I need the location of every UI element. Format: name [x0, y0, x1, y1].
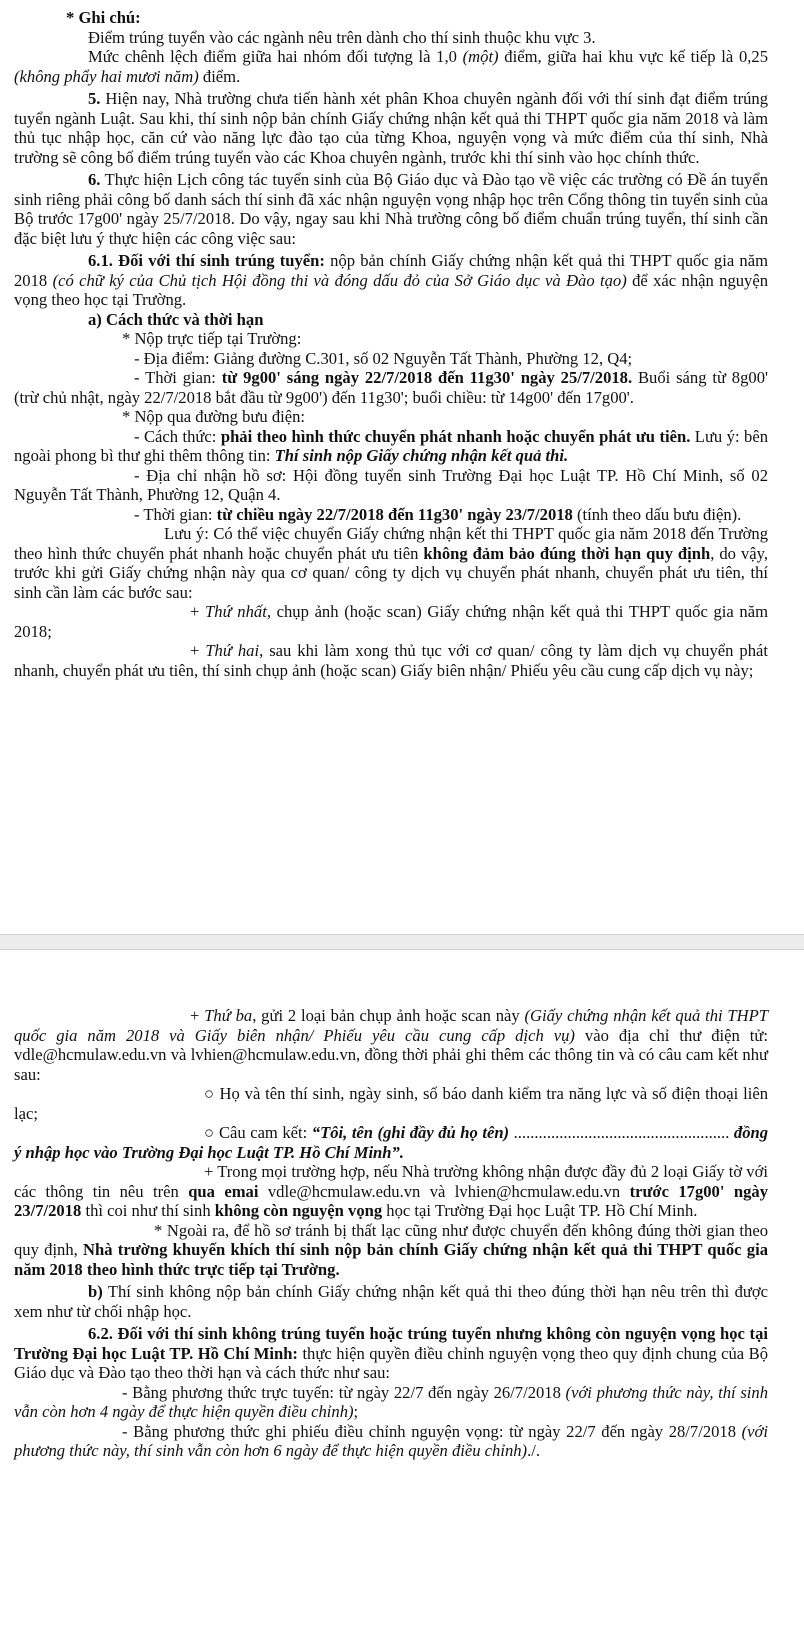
page-break-divider: [0, 934, 804, 950]
intro-paragraph-1: Điểm trúng tuyển vào các ngành nêu trên dành cho thí sinh thuộc khu vực 3.: [88, 27, 596, 47]
paragraph-6: 6. Thực hiện Lịch công tác tuyển sinh của Bộ Giáo dục và Đào tạo về việc các trường có Đề án tuyển sinh riêng phải công bố danh sách thí sinh đã xác nhận nguyện vọng nhập học trên Cổng thông tin tuyển sinh của Bộ trước 17g00' ngày 25/7/2018. Do vậy, ngay sau khi Nhà trường công bố điểm chuẩn trúng tuyển, thí sinh cần đặc biệt lưu ý thực hiện các công việc sau:: [14, 170, 768, 248]
step-second: + Thứ hai, sau khi làm xong thủ tục với cơ quan/ công ty làm dịch vụ chuyển phát nhanh, chuyển phát ưu tiên, thí sinh chụp ảnh (hoặc scan) Giấy biên nhận/ Phiếu yêu cầu cung cấp dịch vụ này;: [14, 641, 768, 680]
any-case-paragraph: + Trong mọi trường hợp, nếu Nhà trường không nhận được đầy đủ 2 loại Giấy tờ với các thông tin nêu trên qua emai vdle@hcmulaw.edu.vn và lvhien@hcmulaw.edu.vn trước 17g00' ngày 23/7/2018 thì coi như thí sinh không còn nguyện vọng học tại Trường Đại học Luật TP. Hồ Chí Minh.: [14, 1162, 768, 1220]
postal-submission-method: - Cách thức: phải theo hình thức chuyển phát nhanh hoặc chuyển phát ưu tiên. Lưu ý: bên ngoài phong bì thư ghi thêm thông tin: Thí sinh nộp Giấy chứng nhận kết quả thi.: [14, 426, 768, 465]
section-b-paragraph: b) Thí sinh không nộp bản chính Giấy chứng nhận kết quả thi theo đúng thời hạn nêu trên thì được xem như từ chối nhập học.: [14, 1282, 768, 1321]
notes-heading: * Ghi chú:: [66, 8, 141, 27]
online-adjustment: - Bằng phương thức trực tuyến: từ ngày 22/7 đến ngày 26/7/2018 (với phương thức này, thí sinh vẫn còn hơn 4 ngày để thực hiện quyền điều chỉnh);: [14, 1382, 768, 1421]
direct-submission-place: - Địa điểm: Giảng đường C.301, số 02 Nguyễn Tất Thành, Phường 12, Q4;: [134, 348, 633, 368]
paragraph-6-1: 6.1. Đối với thí sinh trúng tuyển: nộp bản chính Giấy chứng nhận kết quả thi THPT quốc gia năm 2018 (có chữ ký của Chủ tịch Hội đồng thi và đóng dấu đỏ của Sở Giáo dục và Đào tạo) để xác nhận nguyện vọng theo học tại Trường.: [14, 251, 768, 309]
section-a-heading: a) Cách thức và thời hạn: [88, 309, 264, 329]
step-first: + Thứ nhất, chụp ảnh (hoặc scan) Giấy chứng nhận kết quả thi THPT quốc gia năm 2018;: [14, 602, 769, 641]
postal-note: Lưu ý: Có thể việc chuyển Giấy chứng nhận kết thi THPT quốc gia năm 2018 đến Trường theo hình thức chuyển phát nhanh hoặc chuyển phát ưu tiên không đảm bảo đúng thời hạn quy định, do vậy, trước khi gửi Giấy chứng nhận này qua cơ quan/ công ty dịch vụ chuyển phát nhanh, chuyển phát ưu tiên, thí sinh cần làm các bước sau:: [14, 524, 768, 602]
bullet-candidate-info: ○ Họ và tên thí sinh, ngày sinh, số báo danh kiểm tra năng lực và số điện thoại liên lạc;: [14, 1084, 768, 1123]
step-third: + Thứ ba, gửi 2 loại bản chụp ảnh hoặc scan này (Giấy chứng nhận kết quả thi THPT quốc gia năm 2018 và Giấy biên nhận/ Phiếu yêu cầu cung cấp dịch vụ) vào địa chỉ thư điện tử: vdle@hcmulaw.edu.vn và lvhien@hcmulaw.edu.vn, đồng thời phải ghi thêm các thông tin và có câu cam kết như sau:: [14, 1006, 769, 1084]
form-adjustment: - Bằng phương thức ghi phiếu điều chỉnh nguyện vọng: từ ngày 22/7 đến ngày 28/7/2018 (với phương thức này, thí sinh vẫn còn hơn 6 ngày để thực hiện quyền điều chỉnh)./.: [14, 1421, 768, 1460]
recommendation-paragraph: * Ngoài ra, để hồ sơ tránh bị thất lạc cũng như được chuyển đến không đúng thời gian theo quy định, Nhà trường khuyến khích thí sinh nộp bản chính Giấy chứng nhận kết quả thi THPT quốc gia năm 2018 theo hình thức trực tiếp tại Trường.: [14, 1220, 768, 1279]
intro-paragraph-2: Mức chênh lệch điểm giữa hai nhóm đối tượng là 1,0 (một) điểm, giữa hai khu vực kế tiếp là 0,25 (không phẩy hai mươi năm) điểm.: [14, 47, 768, 86]
document-page-2: [14, 1006, 768, 1461]
direct-submission-heading: * Nộp trực tiếp tại Trường:: [122, 329, 302, 348]
postal-submission-address: - Địa chỉ nhận hồ sơ: Hội đồng tuyển sinh Trường Đại học Luật TP. Hồ Chí Minh, số 02 Nguyễn Tất Thành, Phường 12, Quận 4.: [14, 465, 768, 504]
paragraph-5: 5. Hiện nay, Nhà trường chưa tiến hành xét phân Khoa chuyên ngành đối với thí sinh đạt điểm trúng tuyển ngành Luật. Sau khi, thí sinh nộp bản chính Giấy chứng nhận kết quả thi THPT quốc gia năm 2018 và làm thủ tục nhập học, căn cứ vào năng lực đào tạo của từng Khoa, nguyện vọng và mức điểm của thí sinh, Nhà trường sẽ công bố điểm trúng tuyển vào các Khoa chuyên ngành, trước khi thí sinh vào học chính thức.: [14, 89, 768, 167]
paragraph-6-2: 6.2. Đối với thí sinh không trúng tuyển hoặc trúng tuyển nhưng không còn nguyện vọng học tại Trường Đại học Luật TP. Hồ Chí Minh: thực hiện quyền điều chỉnh nguyện vọng theo quy định chung của Bộ Giáo dục và Đào tạo theo thời hạn và cách thức như sau:: [14, 1324, 769, 1382]
direct-submission-time: - Thời gian: từ 9g00' sáng ngày 22/7/2018 đến 11g30' ngày 25/7/2018. Buổi sáng từ 8g00' (trừ chủ nhật, ngày 22/7/2018 bắt đầu từ 9g00') đến 11g30'; buổi chiều: từ 14g00' đến 17g00'.: [14, 368, 768, 407]
postal-submission-time: - Thời gian: từ chiều ngày 22/7/2018 đến 11g30' ngày 23/7/2018 (tính theo dấu bưu điện).: [134, 504, 742, 524]
postal-submission-heading: * Nộp qua đường bưu điện:: [122, 407, 306, 426]
document-page-1: [14, 8, 768, 680]
bullet-commitment: ○ Câu cam kết: “Tôi, tên (ghi đầy đủ họ tên) .................................................... đồng ý nhập học vào Trường Đại học Luật TP. Hồ Chí Minh”.: [14, 1123, 769, 1162]
